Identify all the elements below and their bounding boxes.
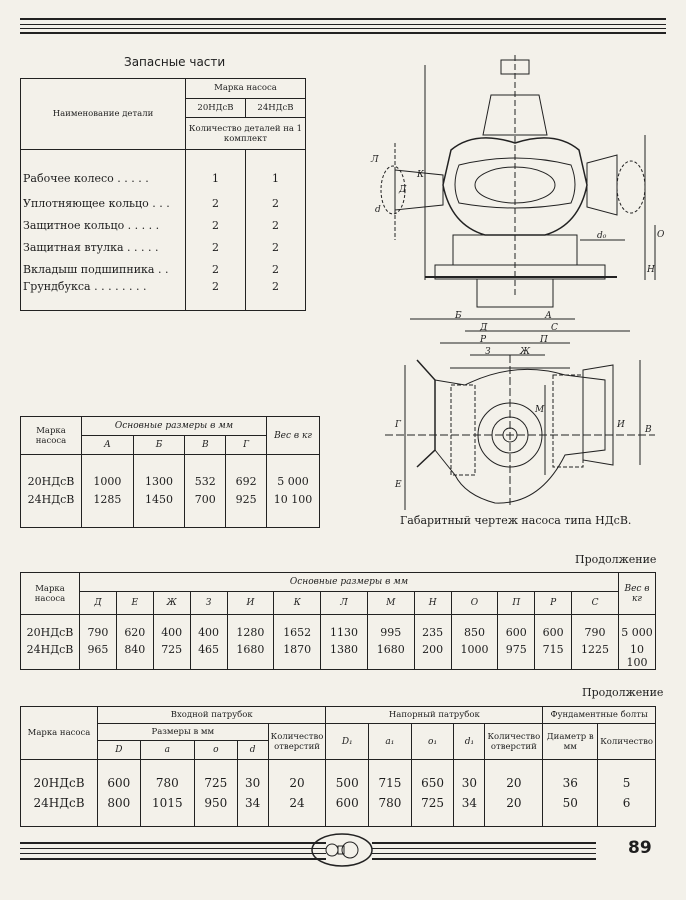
- col-header: К: [274, 592, 321, 615]
- col-header: О: [451, 592, 498, 615]
- spare-parts-title: Запасные части: [124, 55, 226, 69]
- qty-b: 2: [245, 236, 305, 258]
- outlet-holes-cell: 20: [485, 760, 543, 797]
- dim-cell: 465: [190, 643, 227, 670]
- spare-parts-table: [20, 78, 306, 311]
- outlet-cell: 715: [369, 760, 412, 797]
- qty-b: 2: [245, 280, 305, 311]
- col-header: И: [227, 592, 274, 615]
- row-brand: 20НДсВ: [21, 760, 98, 797]
- bolts-header: Фундаментные болты: [543, 707, 656, 724]
- qty-a: 2: [186, 280, 246, 311]
- qty-b: 2: [245, 192, 305, 214]
- dim-label: Г: [395, 420, 401, 430]
- dim-cell: 1870: [274, 643, 321, 670]
- col-a: А: [82, 436, 134, 455]
- dim-label: Н: [647, 265, 655, 275]
- col-header: Р: [535, 592, 572, 615]
- dim-cell: 600: [498, 615, 535, 644]
- col-v: В: [185, 436, 226, 455]
- cell-g: 692: [226, 455, 267, 494]
- qty-a: 2: [186, 236, 246, 258]
- dim-label: В: [645, 425, 652, 435]
- cell-weight: 5 000: [619, 615, 656, 644]
- part-name: Вкладыш подшипника . .: [21, 258, 186, 280]
- dim-label: Б: [455, 311, 462, 321]
- col-a1: a₁: [369, 724, 412, 760]
- inlet-cell: 780: [140, 760, 194, 797]
- bolt-diam-cell: 36: [543, 760, 598, 797]
- col-weight-header: Вес в кг: [267, 417, 320, 455]
- drawing-caption: Габаритный чертеж насоса типа НДсВ.: [400, 514, 632, 527]
- dim-label: К: [417, 170, 424, 180]
- inlet-sizes-header: Размеры в мм: [98, 724, 269, 741]
- col-header: С: [572, 592, 619, 615]
- col-brand-header: Марка насоса: [21, 573, 80, 615]
- dim-cell: 1380: [321, 643, 368, 670]
- pump-emblem-icon: [310, 832, 374, 868]
- dim-label: Л: [371, 155, 379, 165]
- dim-cell: 840: [116, 643, 153, 670]
- qty-b: 2: [245, 214, 305, 236]
- col-header: Л: [321, 592, 368, 615]
- cell-v: 532: [185, 455, 226, 494]
- col-brand-header: Марка насоса: [21, 707, 98, 760]
- outlet-cell: 34: [454, 796, 485, 827]
- dim-label: Е: [395, 480, 402, 490]
- qty-a: 2: [186, 192, 246, 214]
- dim-label: О: [657, 230, 665, 240]
- dim-cell: 965: [80, 643, 117, 670]
- dim-cell: 1652: [274, 615, 321, 644]
- dim-cell: 235: [414, 615, 451, 644]
- dimensions-table-3: [20, 706, 656, 827]
- dim-cell: 1680: [227, 643, 274, 670]
- outlet-cell: 650: [411, 760, 454, 797]
- col-main-header: Основные размеры в мм: [80, 573, 619, 592]
- dim-cell: 1000: [451, 643, 498, 670]
- dim-cell: 400: [153, 615, 190, 644]
- dim-label: И: [617, 420, 625, 430]
- dim-cell: 620: [116, 615, 153, 644]
- col-b: Б: [133, 436, 185, 455]
- qty-b: 1: [245, 150, 305, 193]
- dim-label: А: [545, 311, 552, 321]
- dim-cell: 850: [451, 615, 498, 644]
- outlet-cell: 780: [369, 796, 412, 827]
- cell-v: 700: [185, 493, 226, 528]
- col-header: Е: [116, 592, 153, 615]
- col-d: d: [237, 741, 268, 760]
- cell-weight: 10 100: [619, 643, 656, 670]
- dim-label: Д: [480, 323, 488, 333]
- bolt-qty-header: Количество: [598, 724, 656, 760]
- part-name: Рабочее колесо . . . . .: [21, 150, 186, 193]
- col-a: a: [140, 741, 194, 760]
- bolt-diam-cell: 50: [543, 796, 598, 827]
- col-o: o: [194, 741, 237, 760]
- part-name: Грундбукса . . . . . . . .: [21, 280, 186, 311]
- dimensions-table-1: [20, 416, 320, 528]
- outlet-cell: 500: [326, 760, 369, 797]
- col-header: М: [367, 592, 414, 615]
- col-qty-header: Количество деталей на 1 комплект: [186, 118, 306, 150]
- dim-label: d: [375, 205, 381, 215]
- col-brand-header: Марка насоса: [21, 417, 82, 455]
- col-D: D: [98, 741, 141, 760]
- qty-a: 1: [186, 150, 246, 193]
- dim-cell: 790: [572, 615, 619, 644]
- part-name: Защитное кольцо . . . . .: [21, 214, 186, 236]
- row-brand: 24НДсВ: [21, 796, 98, 827]
- col-brand-header: Марка насоса: [186, 79, 306, 99]
- dim-cell: 1225: [572, 643, 619, 670]
- dim-cell: 790: [80, 615, 117, 644]
- dim-cell: 1680: [367, 643, 414, 670]
- dim-cell: 725: [153, 643, 190, 670]
- outlet-holes-header: Количество отверстий: [485, 724, 543, 760]
- row-brand: 20НДсВ: [21, 455, 82, 494]
- cell-b: 1300: [133, 455, 185, 494]
- dim-label: З: [485, 347, 491, 357]
- dim-cell: 1130: [321, 615, 368, 644]
- col-header: З: [190, 592, 227, 615]
- col-g: Г: [226, 436, 267, 455]
- dim-label: Д: [399, 185, 407, 195]
- cell-b: 1450: [133, 493, 185, 528]
- row-brand: 20НДсВ: [21, 615, 80, 644]
- col-header: Д: [80, 592, 117, 615]
- continuation-label-2: Продолжение: [582, 686, 664, 699]
- col-dd1: d₁: [454, 724, 485, 760]
- dim-cell: 600: [535, 615, 572, 644]
- row-brand: 24НДсВ: [21, 643, 80, 670]
- inlet-cell: 600: [98, 760, 141, 797]
- row-brand: 24НДсВ: [21, 493, 82, 528]
- dimensions-table-2: [20, 572, 656, 670]
- cell-a: 1285: [82, 493, 134, 528]
- cell-weight: 5 000: [267, 455, 320, 494]
- dim-label: М: [535, 405, 545, 415]
- brand-24: 24НДсВ: [245, 98, 305, 118]
- cell-weight: 10 100: [267, 493, 320, 528]
- bolt-qty-cell: 5: [598, 760, 656, 797]
- outlet-cell: 600: [326, 796, 369, 827]
- inlet-header: Входной патрубок: [98, 707, 326, 724]
- dim-label: С: [551, 323, 558, 333]
- dim-label: Р: [480, 335, 487, 345]
- inlet-cell: 30: [237, 760, 268, 797]
- page-number: 89: [628, 838, 652, 858]
- col-header: Ж: [153, 592, 190, 615]
- qty-a: 2: [186, 258, 246, 280]
- col-name-header: Наименование детали: [21, 79, 186, 150]
- col-main-header: Основные размеры в мм: [82, 417, 267, 436]
- inlet-cell: 725: [194, 760, 237, 797]
- dim-cell: 200: [414, 643, 451, 670]
- outlet-holes-cell: 20: [485, 796, 543, 827]
- col-d1: D₁: [326, 724, 369, 760]
- dim-label: Ж: [520, 347, 531, 357]
- cell-g: 925: [226, 493, 267, 528]
- bolt-qty-cell: 6: [598, 796, 656, 827]
- inlet-holes-header: Количество отверстий: [268, 724, 326, 760]
- inlet-holes-cell: 24: [268, 796, 326, 827]
- continuation-label: Продолжение: [575, 553, 657, 566]
- dim-cell: 715: [535, 643, 572, 670]
- qty-b: 2: [245, 258, 305, 280]
- inlet-cell: 1015: [140, 796, 194, 827]
- dim-label: П: [540, 335, 548, 345]
- cell-a: 1000: [82, 455, 134, 494]
- inlet-cell: 34: [237, 796, 268, 827]
- col-weight-header: Вес в кг: [619, 573, 656, 615]
- col-header: Н: [414, 592, 451, 615]
- drawing-labels: [355, 55, 665, 510]
- dim-cell: 1280: [227, 615, 274, 644]
- inlet-holes-cell: 20: [268, 760, 326, 797]
- dim-label: d₀: [597, 231, 607, 241]
- dim-cell: 400: [190, 615, 227, 644]
- part-name: Уплотняющее кольцо . . .: [21, 192, 186, 214]
- outlet-cell: 725: [411, 796, 454, 827]
- qty-a: 2: [186, 214, 246, 236]
- dim-cell: 975: [498, 643, 535, 670]
- col-header: П: [498, 592, 535, 615]
- brand-20: 20НДсВ: [186, 98, 246, 118]
- outlet-header: Напорный патрубок: [326, 707, 543, 724]
- part-name: Защитная втулка . . . . .: [21, 236, 186, 258]
- inlet-cell: 950: [194, 796, 237, 827]
- outlet-cell: 30: [454, 760, 485, 797]
- bolt-diam-header: Диаметр в мм: [543, 724, 598, 760]
- dim-cell: 995: [367, 615, 414, 644]
- col-o1: o₁: [411, 724, 454, 760]
- inlet-cell: 800: [98, 796, 141, 827]
